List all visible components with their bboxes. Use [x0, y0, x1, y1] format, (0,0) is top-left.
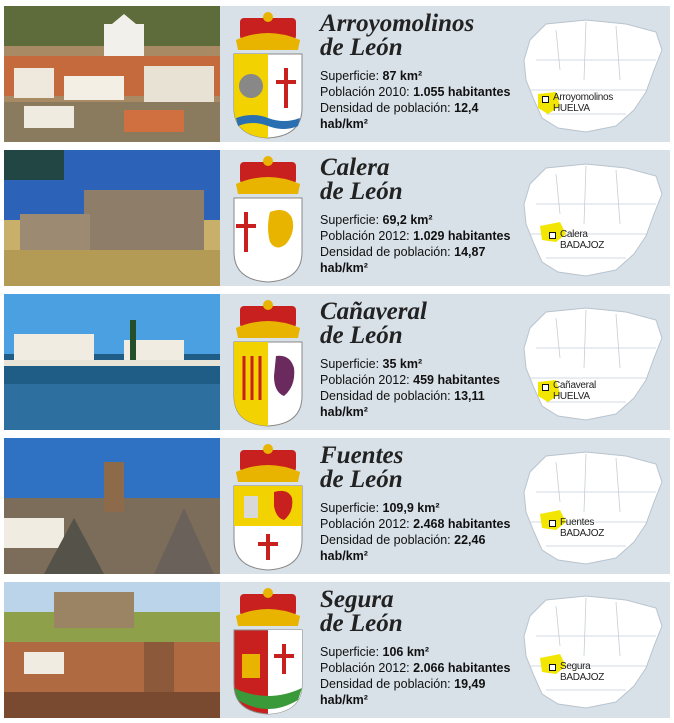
densidad-stat [320, 532, 535, 548]
town-photo [4, 6, 220, 142]
poblacion-label: Población 2010: [320, 85, 414, 99]
map-province-label: HUELVA [553, 103, 590, 114]
town-marker-icon [549, 232, 556, 239]
town-stats [320, 212, 535, 276]
poblacion-label: Población 2012: [320, 517, 414, 531]
town-stats [320, 644, 535, 708]
town-photo [4, 294, 220, 430]
poblacion-stat [320, 660, 535, 676]
superficie-label: Superficie: [320, 357, 383, 371]
town-name-line2: de León [320, 178, 403, 205]
superficie-label: Superficie: [320, 501, 383, 515]
densidad-unit: hab/km² [320, 405, 368, 419]
superficie-stat [320, 212, 535, 228]
densidad-label: Densidad de población: [320, 389, 455, 403]
densidad-label: Densidad de población: [320, 677, 455, 691]
coat-of-arms [226, 152, 310, 284]
town-marker-icon [542, 384, 549, 391]
town-name-line2: de León [320, 34, 403, 61]
town-row-fuentes [4, 438, 670, 574]
densidad-unit: hab/km² [320, 261, 368, 275]
town-marker-icon [542, 96, 549, 103]
densidad-unit: hab/km² [320, 549, 368, 563]
map-town-label: Fuentes [560, 517, 595, 528]
superficie-value: 35 km² [382, 357, 423, 371]
superficie-stat [320, 356, 535, 372]
densidad-label: Densidad de población: [320, 245, 455, 259]
poblacion-label: Población 2012: [320, 373, 414, 387]
town-row-arroyomolinos [4, 6, 670, 142]
densidad-stat [320, 676, 535, 692]
town-row-canaveral [4, 294, 670, 430]
densidad-value: 12,4 [454, 101, 479, 115]
densidad-value: 19,49 [454, 677, 486, 691]
town-name [320, 300, 520, 348]
densidad-value: 13,11 [454, 389, 485, 403]
town-photo [4, 150, 220, 286]
densidad-stat [320, 100, 535, 116]
superficie-label: Superficie: [320, 645, 383, 659]
spain-map [516, 442, 668, 570]
superficie-label: Superficie: [320, 213, 383, 227]
town-stats [320, 356, 535, 420]
map-province-label: BADAJOZ [560, 528, 605, 539]
coat-of-arms [226, 8, 310, 140]
town-name [320, 12, 520, 60]
superficie-value: 87 km² [382, 69, 423, 83]
map-town-label: Calera [560, 229, 588, 240]
town-name-line1: Fuentes [320, 442, 404, 469]
town-stats [320, 68, 535, 132]
poblacion-label: Población 2012: [320, 661, 414, 675]
map-province-label: HUELVA [553, 391, 590, 402]
spain-map [516, 10, 668, 138]
poblacion-stat [320, 372, 535, 388]
coat-of-arms [226, 584, 310, 716]
town-name-line2: de León [320, 466, 403, 493]
densidad-unit: hab/km² [320, 693, 368, 707]
superficie-stat [320, 68, 535, 84]
town-name-line1: Cañaveral [320, 298, 427, 325]
map-town-label: Cañaveral [553, 380, 596, 391]
spain-map [516, 154, 668, 282]
poblacion-label: Población 2012: [320, 229, 414, 243]
map-province-label: BADAJOZ [560, 672, 605, 683]
town-name-line1: Segura [320, 586, 394, 613]
town-photo [4, 438, 220, 574]
map-town-label: Arroyomolinos [553, 92, 614, 103]
coat-of-arms [226, 440, 310, 572]
superficie-value: 109,9 km² [382, 501, 440, 515]
poblacion-value: 2.066 habitantes [413, 661, 511, 675]
poblacion-stat [320, 84, 535, 100]
superficie-label: Superficie: [320, 69, 383, 83]
town-name-line1: Arroyomolinos [320, 10, 475, 37]
town-photo [4, 582, 220, 718]
densidad-stat [320, 244, 535, 260]
town-name [320, 588, 520, 636]
map-province-label: BADAJOZ [560, 240, 605, 251]
poblacion-stat [320, 516, 535, 532]
superficie-stat [320, 500, 535, 516]
coat-of-arms [226, 296, 310, 428]
town-name-line1: Calera [320, 154, 390, 181]
spain-map [516, 586, 668, 714]
densidad-value: 22,46 [454, 533, 486, 547]
town-name-line2: de León [320, 322, 403, 349]
densidad-label: Densidad de población: [320, 533, 455, 547]
map-town-label: Segura [560, 661, 591, 672]
town-stats [320, 500, 535, 564]
town-name [320, 156, 520, 204]
town-name-line2: de León [320, 610, 403, 637]
densidad-value: 14,87 [454, 245, 486, 259]
town-marker-icon [549, 664, 556, 671]
town-row-calera [4, 150, 670, 286]
superficie-value: 69,2 km² [382, 213, 433, 227]
densidad-label: Densidad de población: [320, 101, 455, 115]
poblacion-value: 1.055 habitantes [413, 85, 511, 99]
superficie-stat [320, 644, 535, 660]
poblacion-value: 459 habitantes [413, 373, 500, 387]
town-marker-icon [549, 520, 556, 527]
densidad-stat [320, 388, 535, 404]
poblacion-stat [320, 228, 535, 244]
town-name [320, 444, 520, 492]
superficie-value: 106 km² [382, 645, 430, 659]
spain-map [516, 298, 668, 426]
poblacion-value: 1.029 habitantes [413, 229, 511, 243]
poblacion-value: 2.468 habitantes [413, 517, 511, 531]
town-row-segura [4, 582, 670, 718]
densidad-unit: hab/km² [320, 117, 368, 131]
